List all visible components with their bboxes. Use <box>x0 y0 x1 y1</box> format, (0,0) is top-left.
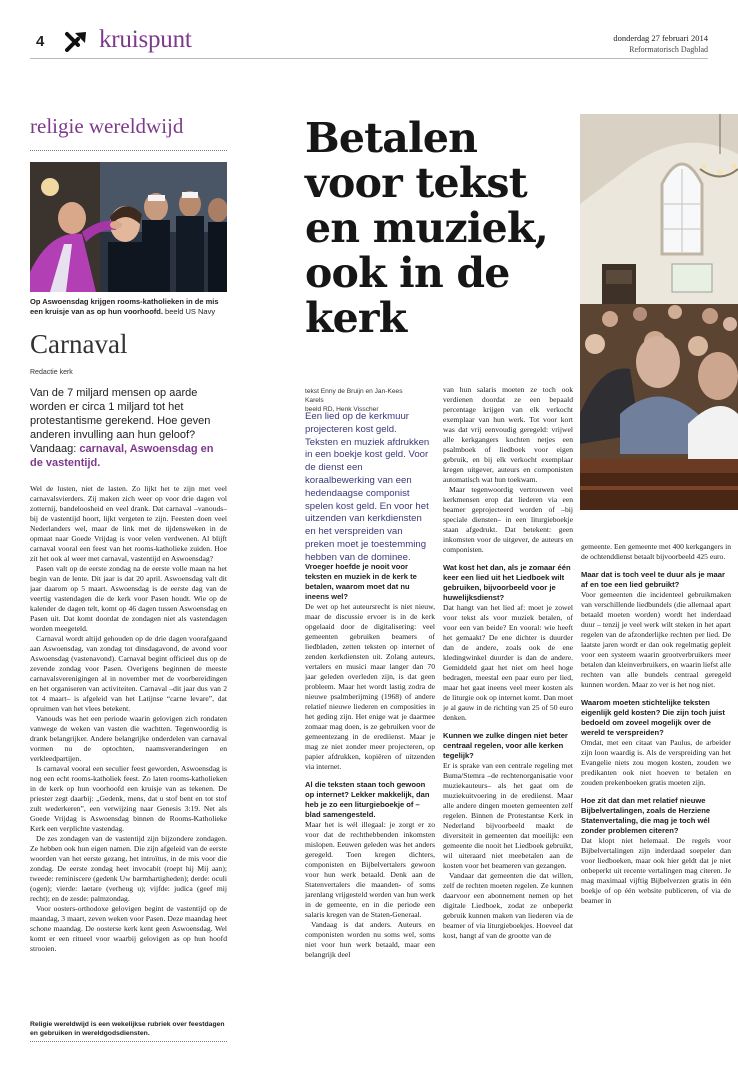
intro-text: Van de 7 miljard mensen op aarde worden er circa 1 miljard tot het protestantisme gerekend. Hoe geven anderen invulling aan hun geloof? Vandaag: <box>30 387 211 455</box>
page-number: 4 <box>36 33 45 50</box>
paragraph: Maar tegenwoordig vertrouwen veel kerkmensen erop dat liederen via een beamer geprojecteerd worden of –bij speciale diensten– in een liturgieboekje staan afgedrukt. Dat betekent: geen inkomsten voor de uitgever, de auteurs en componisten. <box>443 485 573 554</box>
paragraph: Carnaval wordt altijd gehouden op de drie dagen voorafgaand aan Aswoensdag, van zondag tot dinsdagavond, de avond voor Aswoensdag (vastenavond). Carnaval begint officieel dus op de zevende zondag voor Pasen. Overigens beginnen de meeste carnavalsverenigingen al in november met de voorbereidingen en het organiseren van activiteiten. Carnaval –dit jaar dus van 2 tot 4 maart– is afgeleid van het Latijnse “carne levare”, dat opruimen van het vlees betekent. <box>30 634 227 713</box>
question-heading: Al die teksten staan toch gewoon op internet? Lekker makkelijk, dan heb je zo een liturgieboekje of –blad samengesteld. <box>305 780 430 819</box>
paragraph: Dat klopt niet helemaal. De regels voor Bijbelvertalingen zijn inderdaad soepeler dan voor liedboeken, maar ook hier geldt dat je niet onbeperkt uit recente vertalingen mag citeren. Je mag maximaal vijftig Bijbelverzen gratis in één boekje of op één website publiceren, of via de beamer in <box>581 836 731 905</box>
section-name: kruispunt <box>99 26 192 53</box>
issue-date: donderdag 27 februari 2014 <box>613 33 708 43</box>
question-heading: Wat kost het dan, als je zomaar één keer een lied uit het Liedboek wilt gebruiken, bijvoorbeeld voor je huwelijksdienst? <box>443 563 571 602</box>
main-headline: Betalen voor tekst en muziek, ook in de kerk <box>305 114 548 342</box>
question-heading: Maar dat is toch veel te duur als je maar af en toe een lied gebruikt? <box>581 570 725 589</box>
article-column-1 <box>305 562 435 1061</box>
header-rule <box>30 58 708 59</box>
dotted-divider <box>30 150 227 151</box>
left-column <box>30 114 227 1042</box>
ash-wednesday-illustration <box>30 162 227 292</box>
paragraph: gemeente. Een gemeente met 400 kerkgangers in de ochtenddienst betaalt bijvoorbeeld 425 euro. <box>581 542 731 561</box>
photo-credit: beeld US Navy <box>165 307 216 316</box>
paragraph: Vanouds was het een periode waarin gelovigen zich rondaten vanwege de weken van vasten die wachtten. Tegenwoordig is drank belangrijker. Andere belangrijke onderdelen van carnaval vormen nu de optochten, naamsveranderingen en verkleedpartijen. <box>30 714 227 763</box>
paragraph: Er is sprake van een centrale regeling met Buma/Stemra –de rechtenorganisatie voor muziekauteurs– als het gaat om de muziekuitvoering in de erediienst. Maar alle andere dingen moeten gemeenten zelf regelen. Binnen de Protestantse Kerk in Nederland bijvoorbeeld maakt de diversiteit in gemeenten dat moeilijk: een gemeente die nooit het Liedboek gebruikt, wil uiteraard niet meebetalen aan de kosten voor het beameren van gezangen. <box>443 761 573 870</box>
x-arrow-icon <box>64 30 88 52</box>
photo-credit-main: beeld RD, Henk Visscher <box>305 406 379 413</box>
paragraph: Wel de lusten, niet de lasten. Zo lijkt het te zijn met veel carnavalsvierders. Zij maken zich weer op voor drie dagen vol zotternij, bandeloosheid en veel drank. Dat carnaval –vanouds– bij de vastentijd hoort, lijkt vergeten te zijn. Feesten doen veel Nederlanders wel, maar de link met de tijdensweken in de opmaat naar Goede Vrijdag is voor velen verdwenen. Al blijft carnaval vooral een feest van het rooms-katholieke zuiden. Hoe zit het ook al weer met carnaval, vastentijd en Aswoensdag? <box>30 484 227 563</box>
article-body <box>30 484 227 1015</box>
text-credit: tekst Enny de Bruijn en Jan-Kees Karels <box>305 388 403 404</box>
intro-topic: carnaval, Aswoensdag en de vastentijd. <box>30 443 214 469</box>
question-heading: Kunnen we zulke dingen niet beter centraal regelen, voor alle kerken tegelijk? <box>443 731 568 760</box>
rubric-footnote: Religie wereldwijd is een wekelijkse rubriek over feestdagen en gebruiken in wereldgodsdiensten. <box>30 1021 225 1037</box>
lead-paragraph: Een lied op de kerkmuur projecteren kost geld. Teksten en muziek afdrukken in een boekje kost geld. Voor de dienst een koraalbewerking van een hedendaagse componist spelen kost geld. En voor het uitzenden van kerkdiensten en het verspreiden van preken moet je toestemming hebben van de dominee. <box>305 411 430 563</box>
paragraph: Is carnaval vooral een seculier feest geworden, Aswoensdag is nog een echt rooms-katholiek feest. Zo laten rooms-katholieken in de kerk op hun voorhoofd een kruisje van as tekenen. De priester zegt daarbij: „Gedenk, mens, dat u stof bent en tot stof zult wederkeren”, een verwijzing naar Genesis 3:19. Net als Goede Vrijdag is Aswoensdag binnen de Rooms-Katholieke Kerk een verplichte vastendag. <box>30 764 227 833</box>
byline: Redactie kerk <box>30 369 73 376</box>
article-column-2 <box>443 385 573 1061</box>
rubric-title: religie wereldwijd <box>30 114 184 138</box>
paragraph: Voor gemeenten die incidenteel gebruikmaken van verschillende liedbundels (die allemaal apart betaald moeten worden) wordt het inderdaad duur – tenzij je veel werk wilt steken in het apart regelen van de afzonderlijke rechten per lied. De laatste jaren wordt er dan ook regelmatig gepleit voor een systeem waarin grootverbruikers meer betalen dan kleinverbruikers, en waarin liefst alle rechten van alle bundels centraal geregeld kunnen worden. Maar zo ver is het nog niet. <box>581 590 731 689</box>
article-title: Carnaval <box>30 329 128 359</box>
question-heading: Hoe zit dat dan met relatief nieuwe Bijbelvertalingen, zoals de Herziene Statenvertaling, die mag je toch wél zonder problemen citeren? <box>581 796 711 835</box>
paragraph: Maar het is wél illegaal: je zorgt er zo voor dat de rechthebbenden inkomsten mislopen. Eeuwen geleden was het anders geregeld. Toen kregen dichters, componisten en Bijbelvertalers gewoon voor hun werk betaald. Denk aan de Statenvertalers die maanden- of soms jarenlang vrijgesteld werden van hun werk in de gemeente, en in die periode een salaris kregen van de Staten-Generaal. <box>305 820 435 919</box>
church-photo <box>580 114 738 510</box>
question-heading: Waarom moeten stichtelijke teksten eigenlijk geld kosten? Die zijn toch juist bedoeld om zoveel mogelijk over de wereld te verspreiden? <box>581 698 725 737</box>
dotted-divider <box>30 1041 227 1042</box>
paragraph: De wet op het auteursrecht is niet nieuw, maar de discussie ervoer is in de kerk opgelaaid door de digitalisering: veel gemeenten gebruiken beamers of liedbladen, zetten teksten op internet of zenden kerkdiensten uit. Zolang auteurs, vertalers en musici maar langer dan 70 jaar geleden overleden zijn, is dat geen probleem. Maar het wordt lastig zodra de nieuwe psalmberijming (1968) of andere relatief nieuwe liederen en composities in het geding zijn. Het enige wat je daarmee zomaar mag doen, is ze gebruiken voor de gemeentezang in de erediienst. Maar je mag ze niet zonder meer projecteren, op papier afdrukken, kopiëren of uitzenden via internet. <box>305 602 435 771</box>
caption-text: Op Aswoensdag krijgen rooms-katholieken in de mis een kruisje van as op hun voorhoofd. <box>30 297 219 316</box>
church-illustration <box>580 114 738 510</box>
article-credits <box>305 387 423 414</box>
intro <box>30 386 227 470</box>
ash-wednesday-photo <box>30 162 227 292</box>
photo-caption <box>30 297 227 317</box>
article-column-3 <box>581 542 731 1061</box>
paragraph: Pasen valt op de eerste zondag na de eerste volle maan na het begin van de lente. Dit jaar is dat 20 april. Aswoensdag valt dit jaar daarom op 5 maart. Aswoensdag is de eerste dag van de veertig vastendagen die de kerk voor Pasen houdt. Wie op de kalender de dagen telt, komt op 46 dagen tussen Aswoensdag en Pasen uit. Dat komt doordat de zondagen niet als vastendagen worden meegeteld. <box>30 564 227 633</box>
paragraph: De zes zondagen van de vastentijd zijn bijzondere zondagen. Ze hebben ook hun eigen namen. Die zijn afgeleid van de eerste woorden van het eerste gezang, het introïtus, in de mis voor die zondag. De eerste zondag heet invocabit (roept hij Mij aan); tweede: reminiscere (gedenk Uw barmhartigheden); derde: oculi (ogen); vierde: laetare (verheug u); vijfde: judica (geef mij recht); en de zesde: palmzondag. <box>30 834 227 903</box>
paragraph: Omdat, met een citaat van Paulus, de arbeider zijn loon waardig is. Als de verspreiding van het Evangelie niets zou mogen kosten, zouden we predikanten ook niet hoeven te betalen en zouden prekenboeken gratis moeten zijn. <box>581 738 731 787</box>
paragraph: Voor oosters-orthodoxe gelovigen begint de vastentijd op de maandag, 3 maart, zeven weken voor Pasen. Deze maandag heet schone maandag. De oosterse kerk kent geen Aswoensdag. Wel komt er een ritueel voor waarbij gelovigen as op hun hoofd strooien. <box>30 904 227 953</box>
paragraph: van hun salaris moeten ze toch ook verdienen doordat ze een bepaald percentage krijgen van elk verkocht exemplaar van hun werk. Tot voor kort was dat vrij eenvoudig geregeld: vrijwel alle kerkgangers kochten netjes een psalmboek of liedboek voor eigen gebruik, en bij elk verkocht exemplaar kregen uitgever, auteurs en componisten automatisch wat hun toekwam. <box>443 385 573 484</box>
newspaper-name: Reformatorisch Dagblad <box>629 45 708 54</box>
paragraph: Dat hangt van het lied af: moet je zowel voor tekst als voor muziek betalen, of voor een van beide? En vooral: wie heeft het gemaakt? De ene dichter is duurder dan de andere, zoals ook de ene kledingwinkel duurder is dan de andere. Gemiddeld gaat het niet om heel hoge bedragen, meestal een paar euro per lied, maar het gaat ineens veel meer kosten als de liturgie ook op internet komt. Dan moet je al gauw in de richting van 25 of 50 euro denken. <box>443 603 573 722</box>
question-heading: Vroeger hoefde je nooit voor teksten en muziek in de kerk te betalen, waarom moet dat nu ineens wel? <box>305 562 417 601</box>
paragraph: Vandaag is dat anders. Auteurs en componisten worden nu soms wel, soms niet voor hun werk betaald, maar een belangrijk deel <box>305 920 435 959</box>
paragraph: Vandaar dat gemeenten die dat willen, zelf de rechten moeten regelen. Ze kunnen daarvoor een abonnement nemen op het digitale Liedboek, zodat ze onbeperkt gebruik kunnen maken van liederen via de beamer of via liturgieboekjes. Hoeveel dat kost, hangt af van de grootte van de <box>443 871 573 940</box>
